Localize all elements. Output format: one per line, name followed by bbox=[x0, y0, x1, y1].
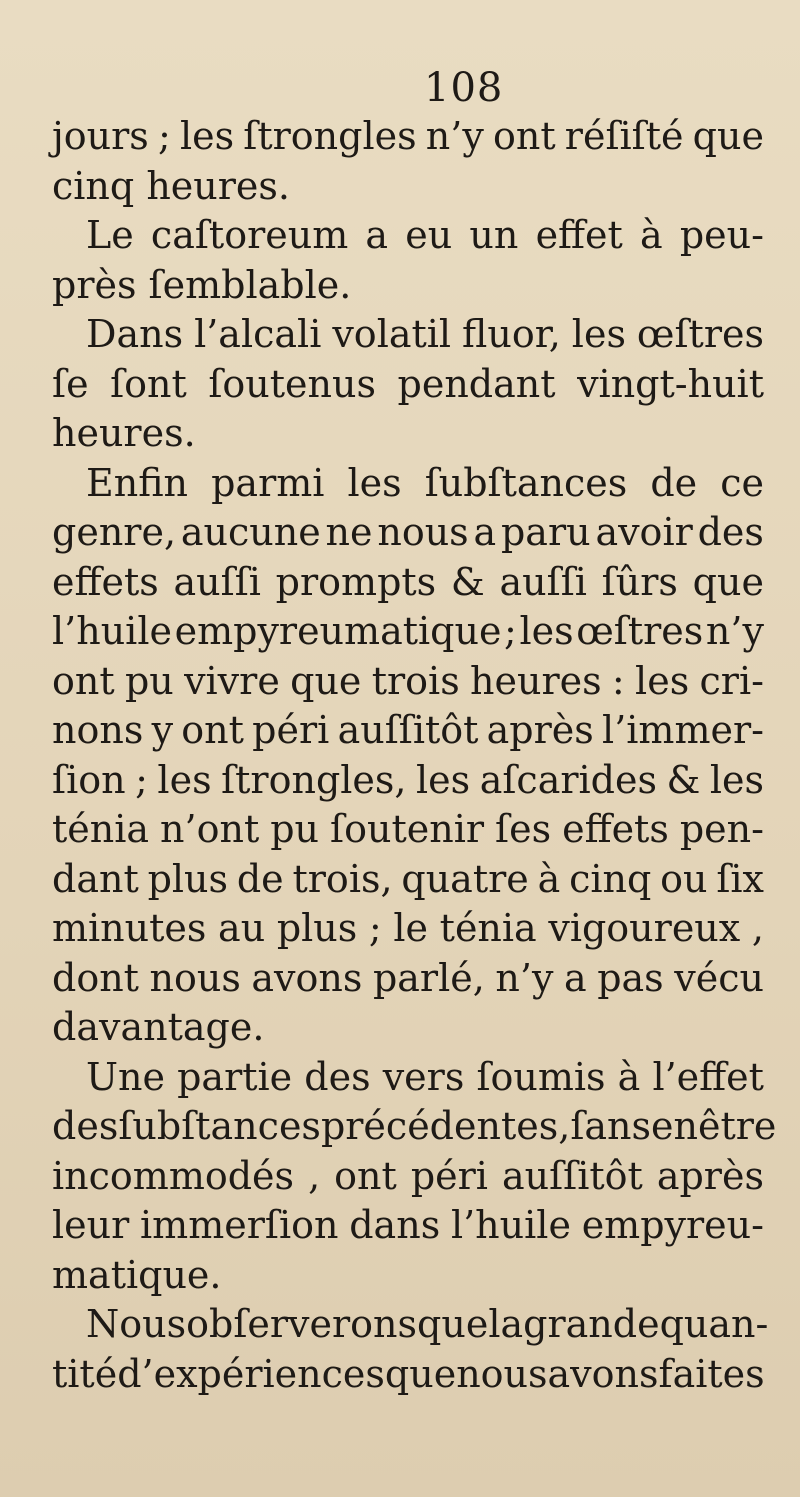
text-line: genre, aucune ne nous a paru avoir des bbox=[52, 510, 764, 554]
text-line: dont nous avons parlé, n’y a pas vécu bbox=[52, 955, 764, 1000]
page-number: 108 bbox=[424, 65, 504, 111]
text-line: ſe ſont ſoutenus pendant vingt-huit bbox=[52, 361, 764, 406]
text-line: près ſemblable. bbox=[52, 262, 352, 307]
text-line: Enfin parmi les ſubſtances de ce bbox=[86, 460, 764, 505]
text-line: minutes au plus ; le ténia vigoureux , bbox=[52, 906, 764, 950]
text-line: cinq heures. bbox=[52, 163, 290, 208]
text-line: Le caſtoreum a eu un effet à peu- bbox=[86, 213, 764, 257]
text-line: ont pu vivre que trois heures : les cri- bbox=[52, 658, 764, 703]
text-line: incommodés , ont péri auſſitôt après bbox=[52, 1153, 764, 1198]
text-line: nons y ont péri auſſitôt après l’immer- bbox=[52, 708, 764, 752]
text-line: Nous obſerverons que la grande quan- bbox=[86, 1302, 769, 1346]
text-line: matique. bbox=[52, 1252, 222, 1297]
text-line: jours ; les ſtrongles n’y ont réſiſté que bbox=[52, 114, 764, 158]
text-line: ſion ; les ſtrongles, les aſcarides & les bbox=[52, 757, 764, 802]
text-line: ténia n’ont pu ſoutenir ſes effets pen- bbox=[52, 807, 764, 851]
text-line: des ſubſtances précédentes, ſans en être bbox=[52, 1104, 777, 1148]
text-line: leur immerſion dans l’huile empyreu- bbox=[52, 1203, 764, 1247]
text-line: Dans l’alcali volatil fluor, les œſtres bbox=[86, 312, 764, 356]
body-text bbox=[52, 112, 777, 1399]
text-line: dant plus de trois, quatre à cinq ou ſix bbox=[52, 856, 764, 901]
text-line: Une partie des vers ſoumis à l’effet bbox=[86, 1054, 764, 1099]
text-line: heures. bbox=[52, 411, 196, 455]
text-line: tité d’expériences que nous avons faites bbox=[52, 1351, 765, 1396]
text-line: l’huile empyreumatique ; les œſtres n’y bbox=[52, 609, 764, 653]
text-line: effets auſſi prompts & auſſi ſûrs que bbox=[52, 559, 764, 604]
text-line: davantage. bbox=[52, 1005, 265, 1049]
